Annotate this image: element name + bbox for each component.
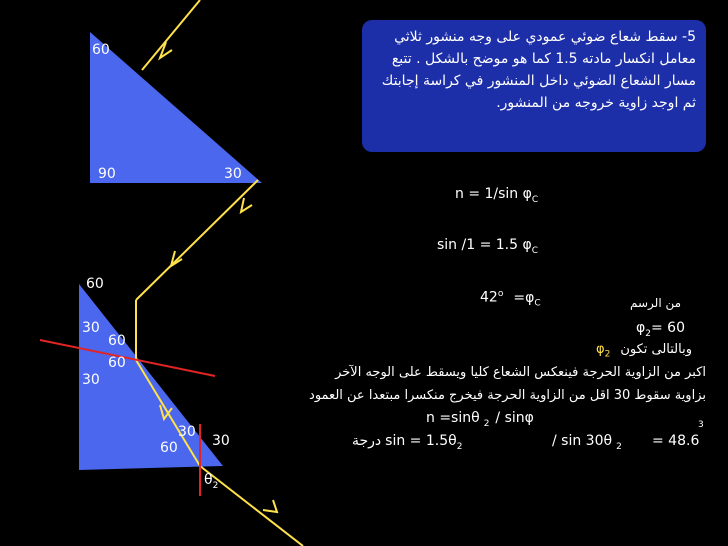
incident-ray-1 <box>142 0 200 70</box>
ray-arrow-2 <box>241 198 252 212</box>
prism-2 <box>79 284 223 470</box>
from-drawing-label: من الرسم <box>630 296 682 310</box>
snell-index: 3 <box>698 420 704 430</box>
eq-critical-index: n = 1/sin $\varphi_C$ <box>455 186 539 205</box>
theta2-label: $\theta_2$ <box>204 472 219 491</box>
eq-sin-critical: sin /1 = 1.5 $\varphi_C$ <box>437 237 539 256</box>
prism2-angle-b: 60 <box>108 333 126 349</box>
snell-law: n =sinθ $_2$ / sinφ <box>426 410 534 429</box>
ray-arrow-1 <box>160 42 172 58</box>
incidence-statement: بزاوية سقوط 30 اقل من الزاوية الحرجة فيخرج منكسرا مبتعدا عن العمود <box>309 388 706 403</box>
prism2-angle-g: 30 <box>212 433 230 449</box>
incident-ray-2 <box>136 180 258 300</box>
eq-critical-angle: $42^o =\varphi_C$ <box>480 289 541 309</box>
prism2-angle-c: 60 <box>108 355 126 371</box>
prism1-angle-left: 90 <box>98 166 116 182</box>
prism2-angle-f: 60 <box>160 440 178 456</box>
problem-text: 5- سقط شعاع ضوئي عمودي على وجه منشور ثلاثي معامل انكسار مادته 1.5 كما هو موضح بالشكل . تتبع مسار الشعاع الضوئي داخل المنشور في كراسة إجابتك ثم اوجد زاوية خروجه من المنشور. <box>381 29 696 111</box>
therefore-line: $\varphi_2$ وبالتالى تكون <box>596 342 693 360</box>
reflection-statement: اكبر من الزاوية الحرجة فينعكس الشعاع كليا ويسقط على الوجه الآخر <box>335 365 706 380</box>
prism2-angle-a: 30 <box>82 320 100 336</box>
calc-result: = 48.6 <box>652 433 700 449</box>
prism2-angle-top: 60 <box>86 276 104 292</box>
prism2-angle-e: 30 <box>178 424 196 440</box>
prism-1 <box>90 32 262 183</box>
prism1-angle-right: 30 <box>224 166 242 182</box>
exit-arrow <box>263 500 277 512</box>
phi2-value: $\varphi_2= 60$ <box>636 320 685 339</box>
calc-line-mid: / sin 30θ $_2$ <box>552 433 622 452</box>
prism2-angle-d: 30 <box>82 372 100 388</box>
prism1-angle-top: 60 <box>92 42 110 58</box>
calc-line-left: درجة $\sin = 1.5\theta_2$ <box>352 433 463 452</box>
problem-box <box>362 20 706 152</box>
